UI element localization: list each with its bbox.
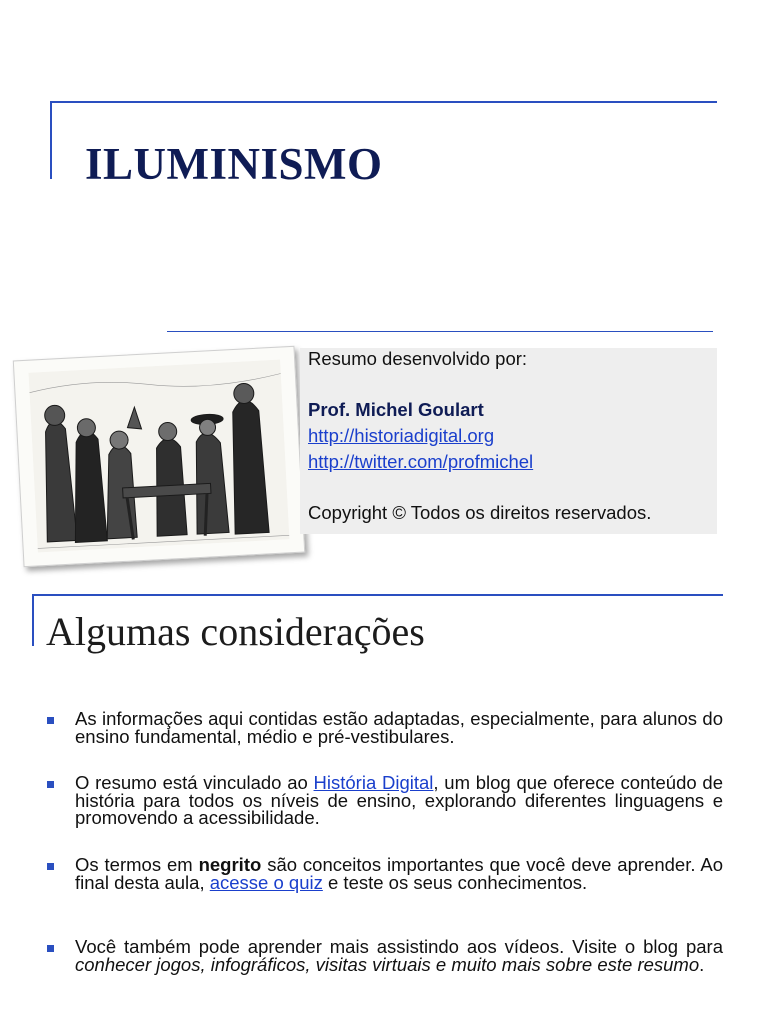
engraving-drawing: [28, 360, 289, 553]
title-frame-top: [50, 101, 717, 103]
bullet-text: As informações aqui contidas estão adaptadas, especialmente, para alunos do ensino fundamental, médio e pré-vestibulares.: [75, 708, 723, 747]
link-historia-digital[interactable]: História Digital: [313, 772, 434, 793]
bullet-text: [75, 774, 723, 827]
link-historiadigital[interactable]: http://historiadigital.org: [308, 425, 495, 446]
credits-intro: Resumo desenvolvido por:: [308, 348, 528, 369]
italic-text: conhecer jogos, infográficos, visitas virtuais e muito mais sobre este resumo: [75, 953, 700, 975]
bullet-text: [75, 856, 723, 891]
bullet-text-part: Os termos em: [75, 854, 199, 875]
square-bullet-icon: [47, 781, 54, 788]
square-bullet-icon: [47, 945, 54, 952]
square-bullet-icon: [47, 863, 54, 870]
bullet-text-part: , um blog que oferece conteúdo de história para todos os níveis de ensino, explorando diferentes linguagens e promovendo a acessibilidade.: [75, 772, 723, 828]
bullet-text-part: Você também pode aprender mais assistindo aos vídeos. Visite o blog para: [75, 936, 723, 957]
bold-term: negrito: [198, 854, 262, 875]
section-frame-top: [32, 594, 723, 596]
title-frame-left: [50, 101, 52, 179]
subtitle-rule: [167, 331, 713, 332]
link-twitter[interactable]: http://twitter.com/profmichel: [308, 451, 534, 472]
section-title: Algumas considerações: [46, 609, 425, 654]
credits-copyright: Copyright © Todos os direitos reservados.: [308, 502, 652, 523]
bullet-text-part: são conceitos importantes que você deve aprender. Ao final desta aula,: [75, 854, 723, 893]
square-bullet-icon: [47, 717, 54, 724]
bullet-text-part: O resumo está vinculado ao: [75, 772, 314, 793]
bullet-text-part: e teste os seus conhecimentos.: [322, 871, 588, 893]
credits-box: [300, 348, 717, 534]
page-title: ILUMINISMO: [85, 139, 383, 189]
engraving-illustration: [13, 346, 305, 567]
bullet-text-part: .: [699, 953, 705, 975]
credits-author: Prof. Michel Goulart: [308, 399, 484, 420]
bullet-text: [75, 938, 723, 973]
section-frame-left: [32, 594, 34, 646]
link-quiz[interactable]: acesse o quiz: [209, 871, 323, 893]
